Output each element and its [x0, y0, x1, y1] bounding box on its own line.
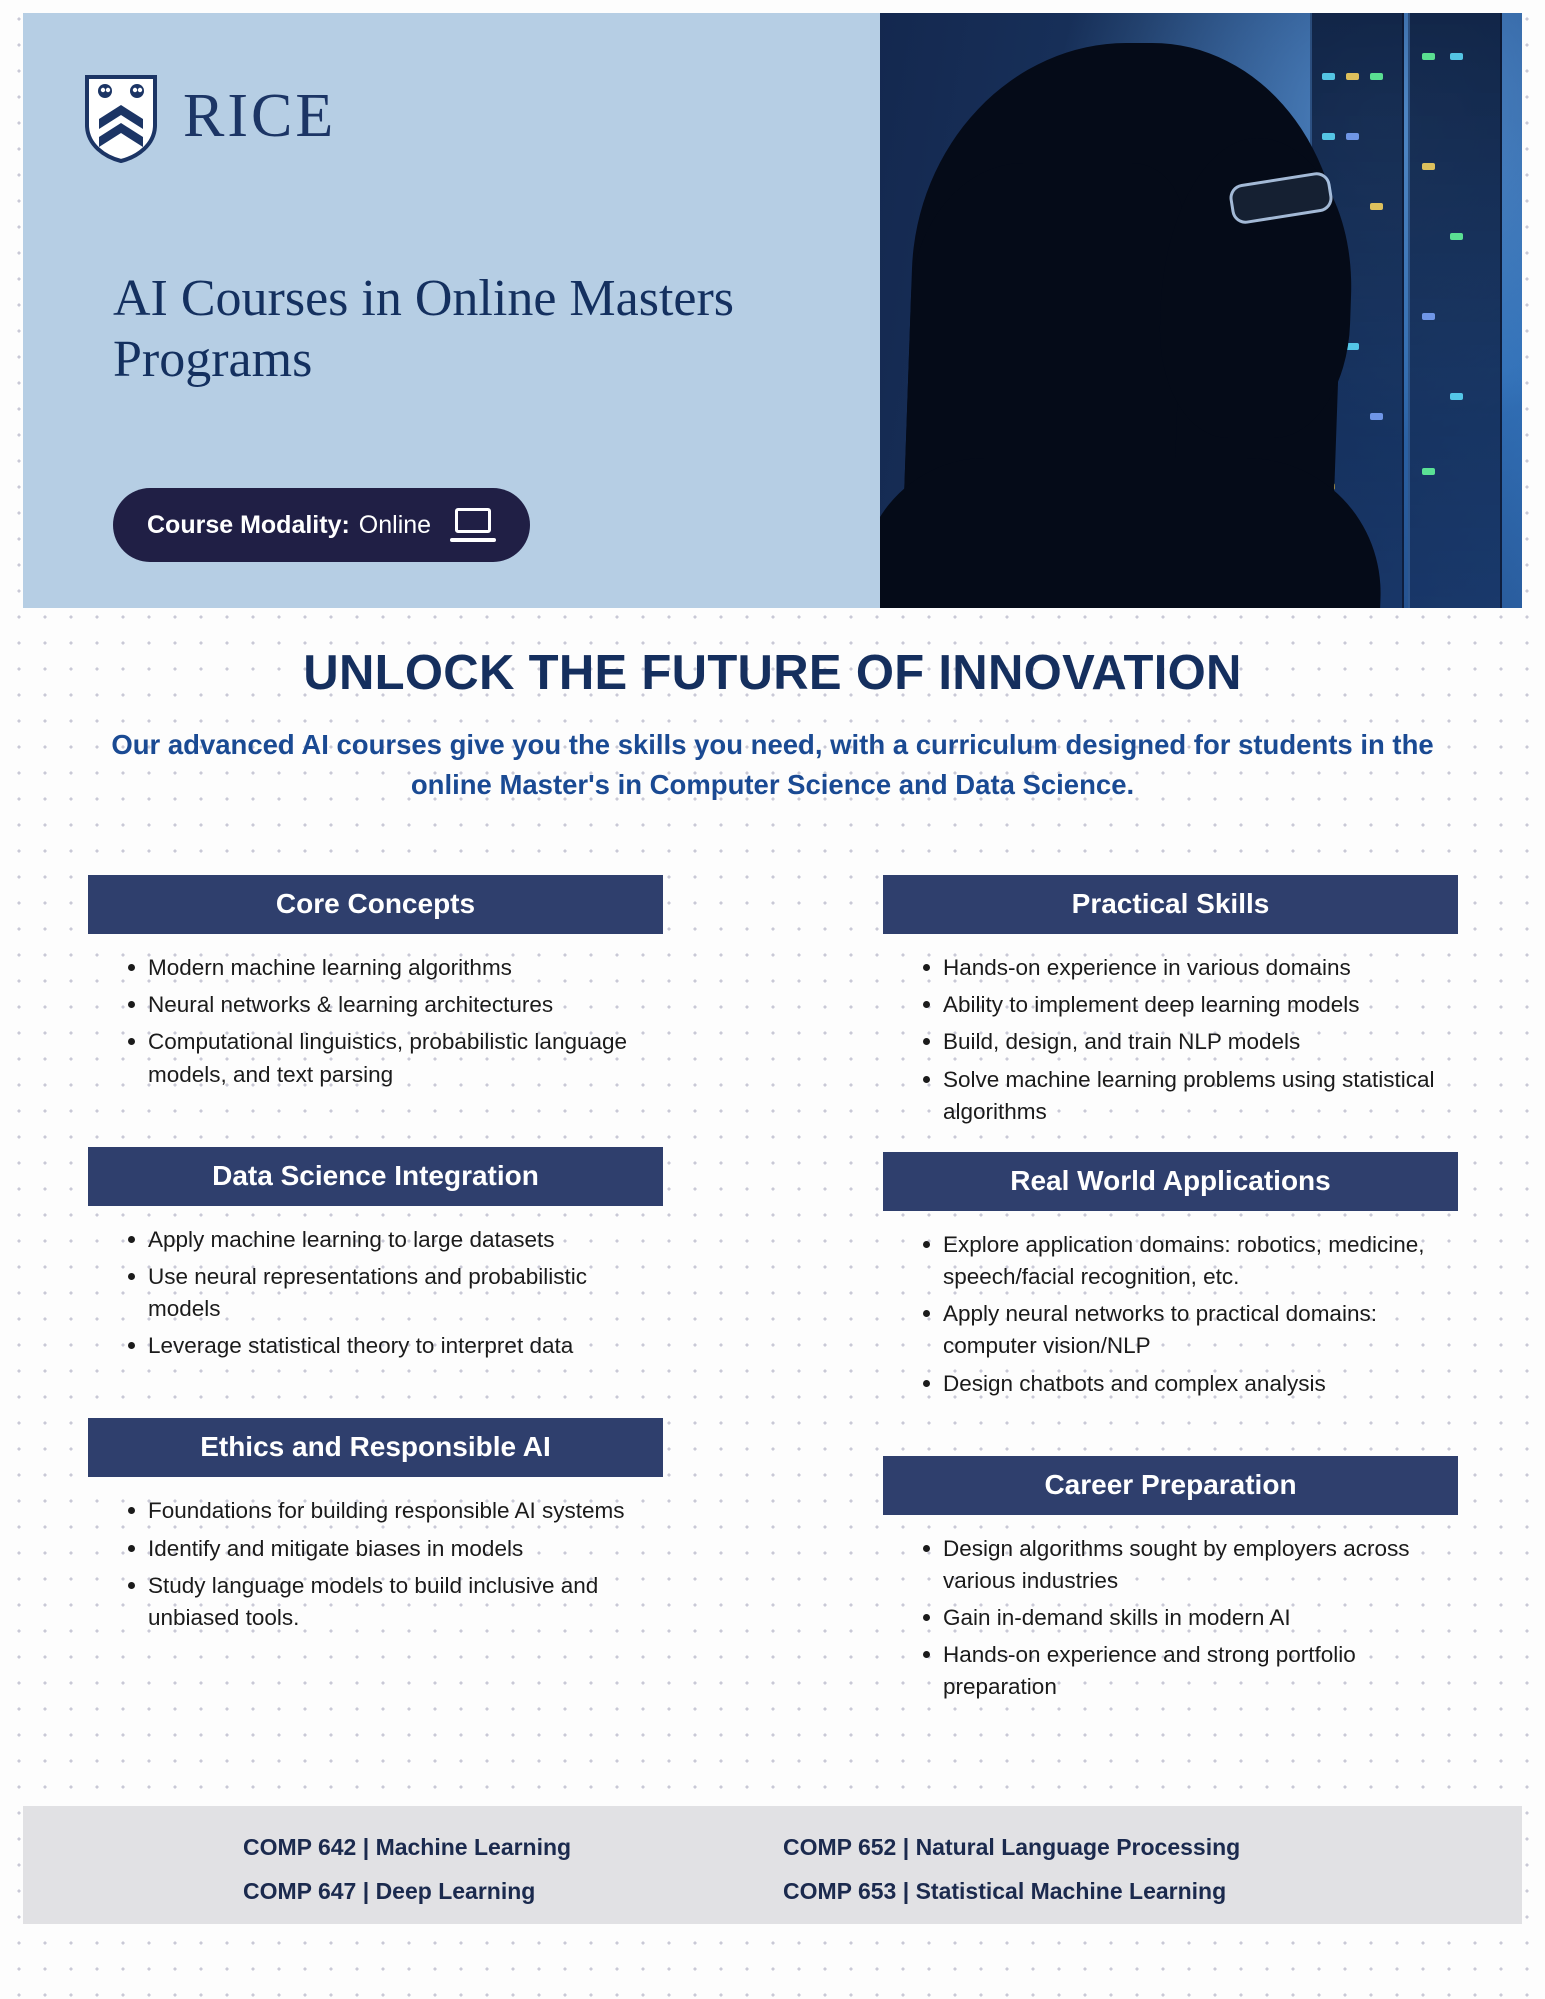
section-real-world-applications [883, 1152, 1458, 1400]
list-item: Use neural representations and probabilistic models [128, 1261, 663, 1325]
course-modality-badge [113, 488, 530, 562]
sections-column-right [883, 875, 1458, 1709]
list-item: Study language models to build inclusive and unbiased tools. [128, 1570, 663, 1634]
list-item: Design algorithms sought by employers across various industries [923, 1533, 1458, 1597]
list-item: Identify and mitigate biases in models [128, 1533, 663, 1565]
headline: UNLOCK THE FUTURE OF INNOVATION [303, 646, 1242, 700]
list-item: Hands-on experience and strong portfolio preparation [923, 1639, 1458, 1703]
course-entry: COMP 647 | Deep Learning [243, 1878, 536, 1904]
footer-column-left [243, 1834, 571, 1922]
section-list [88, 1495, 663, 1634]
rice-shield-icon [85, 75, 157, 163]
section-data-science-integration [88, 1147, 663, 1363]
course-entry: COMP 653 | Statistical Machine Learning [783, 1878, 1227, 1904]
section-list [883, 952, 1458, 1128]
list-item: Apply neural networks to practical domains: computer vision/NLP [923, 1298, 1458, 1362]
list-item: Modern machine learning algorithms [128, 952, 663, 984]
list-item: Design chatbots and complex analysis [923, 1368, 1458, 1400]
list-item: Build, design, and train NLP models [923, 1026, 1458, 1058]
header-left-panel [23, 13, 880, 608]
course-entry: COMP 652 | Natural Language Processing [783, 1834, 1241, 1860]
header-banner [23, 13, 1522, 608]
section-list [883, 1533, 1458, 1704]
header-photo [880, 13, 1522, 608]
section-list [88, 952, 663, 1091]
page-title: AI Courses in Online Masters Programs [113, 270, 735, 389]
list-item: Gain in-demand skills in modern AI [923, 1602, 1458, 1634]
section-heading: Career Preparation [883, 1456, 1458, 1515]
laptop-icon [450, 508, 496, 542]
section-core-concepts [88, 875, 663, 1091]
subheadline: Our advanced AI courses give you the skills you need, with a curriculum designed for students in the online Master's in Computer Science and Data Science. [111, 729, 1434, 800]
course-modality-value: Online [358, 510, 432, 539]
sections-column-left [88, 875, 663, 1639]
rice-logo [85, 75, 336, 163]
section-list [883, 1229, 1458, 1400]
section-heading: Ethics and Responsible AI [88, 1418, 663, 1477]
list-item: Hands-on experience in various domains [923, 952, 1458, 984]
section-heading: Core Concepts [88, 875, 663, 934]
list-item: Leverage statistical theory to interpret data [128, 1330, 663, 1362]
section-heading: Real World Applications [883, 1152, 1458, 1211]
list-item: Ability to implement deep learning models [923, 989, 1458, 1021]
section-heading: Practical Skills [883, 875, 1458, 934]
footer-course-list [23, 1806, 1522, 1924]
list-item: Foundations for building responsible AI systems [128, 1495, 663, 1527]
course-modality-label: Course Modality: [147, 510, 350, 539]
footer-column-right [783, 1834, 1240, 1922]
list-item: Neural networks & learning architectures [128, 989, 663, 1021]
section-heading: Data Science Integration [88, 1147, 663, 1206]
rice-wordmark: RICE [183, 82, 337, 150]
section-practical-skills [883, 875, 1458, 1128]
section-career-preparation [883, 1456, 1458, 1704]
section-list [88, 1224, 663, 1363]
list-item: Explore application domains: robotics, medicine, speech/facial recognition, etc. [923, 1229, 1458, 1293]
list-item: Computational linguistics, probabilistic language models, and text parsing [128, 1026, 663, 1090]
list-item: Apply machine learning to large datasets [128, 1224, 663, 1256]
course-entry: COMP 642 | Machine Learning [243, 1834, 572, 1860]
list-item: Solve machine learning problems using statistical algorithms [923, 1064, 1458, 1128]
section-ethics-responsible-ai [88, 1418, 663, 1634]
